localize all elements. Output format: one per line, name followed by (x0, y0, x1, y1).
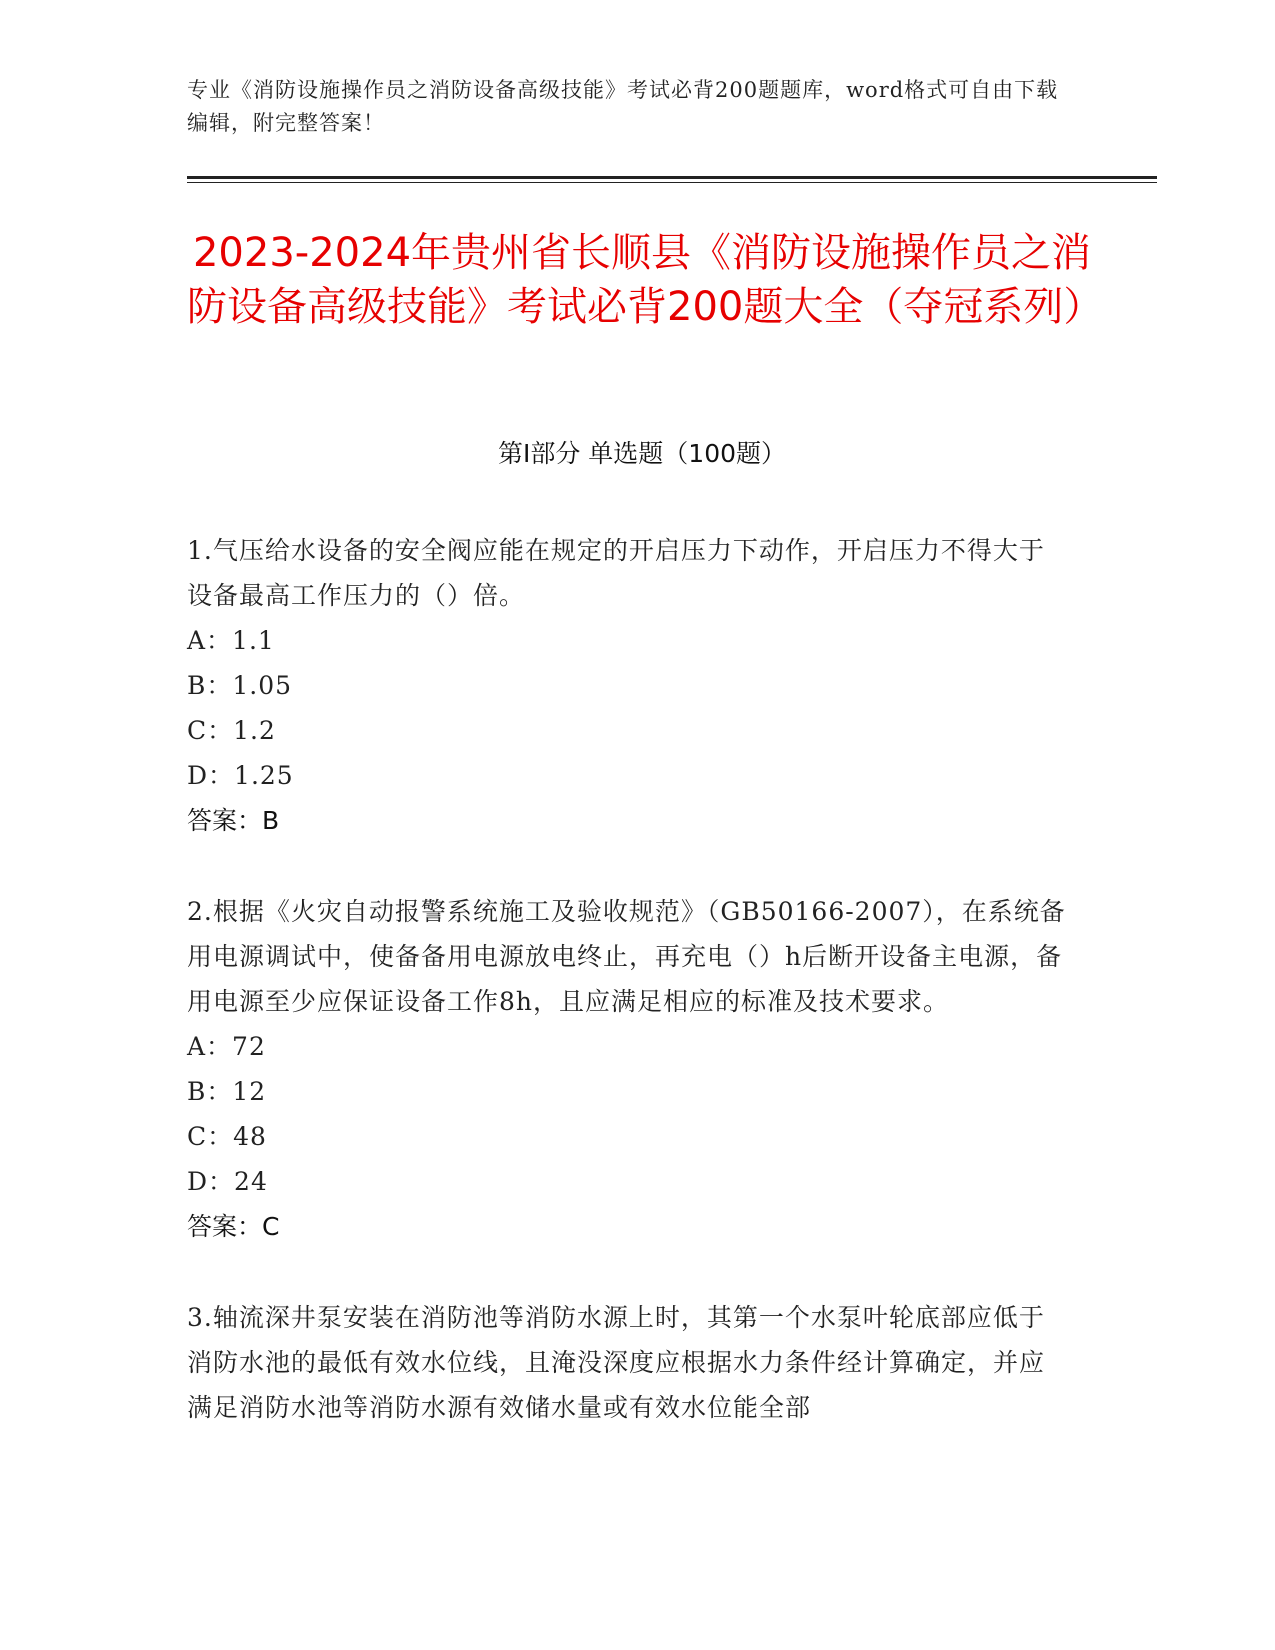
option-c: C：48 (187, 1122, 267, 1151)
question-2 (187, 889, 1067, 1249)
question-stem: 2.根据《火灾自动报警系统施工及验收规范》（GB50166-2007），在系统备用电源调试中，使备备用电源放电终止，再充电（）h后断开设备主电源，备用电源至少应保证设备工作8h，且应满足相应的标准及技术要求。 (187, 897, 1066, 1016)
answer: 答案：B (187, 806, 280, 835)
header-divider-thick (187, 176, 1157, 179)
option-b: B：1.05 (187, 671, 293, 700)
option-a: A：1.1 (187, 626, 275, 655)
question-stem: 3.轴流深井泵安装在消防池等消防水源上时，其第一个水泵叶轮底部应低于消防水池的最低有效水位线，且淹没深度应根据水力条件经计算确定，并应满足消防水池等消防水源有效储水量或有效水位能全部 (187, 1303, 1046, 1422)
option-d: D：1.25 (187, 761, 294, 790)
question-stem: 1.气压给水设备的安全阀应能在规定的开启压力下动作，开启压力不得大于设备最高工作压力的（）倍。 (187, 536, 1045, 610)
option-d: D：24 (187, 1167, 268, 1196)
option-b: B：12 (187, 1077, 267, 1106)
question-3 (187, 1295, 1067, 1430)
header-divider-thin (187, 182, 1157, 183)
question-1 (187, 528, 1067, 843)
header-note: 专业《消防设施操作员之消防设备高级技能》考试必背200题题库，word格式可自由下载编辑，附完整答案！ (187, 78, 1059, 135)
option-a: A：72 (187, 1032, 266, 1061)
section-title: 第I部分 单选题（100题） (497, 439, 787, 468)
document-title: 2023-2024年贵州省长顺县《消防设施操作员之消防设备高级技能》考试必背200题大全（夺冠系列） (187, 230, 1104, 330)
question-list (187, 528, 1067, 1476)
answer: 答案：C (187, 1212, 280, 1241)
option-c: C：1.2 (187, 716, 276, 745)
